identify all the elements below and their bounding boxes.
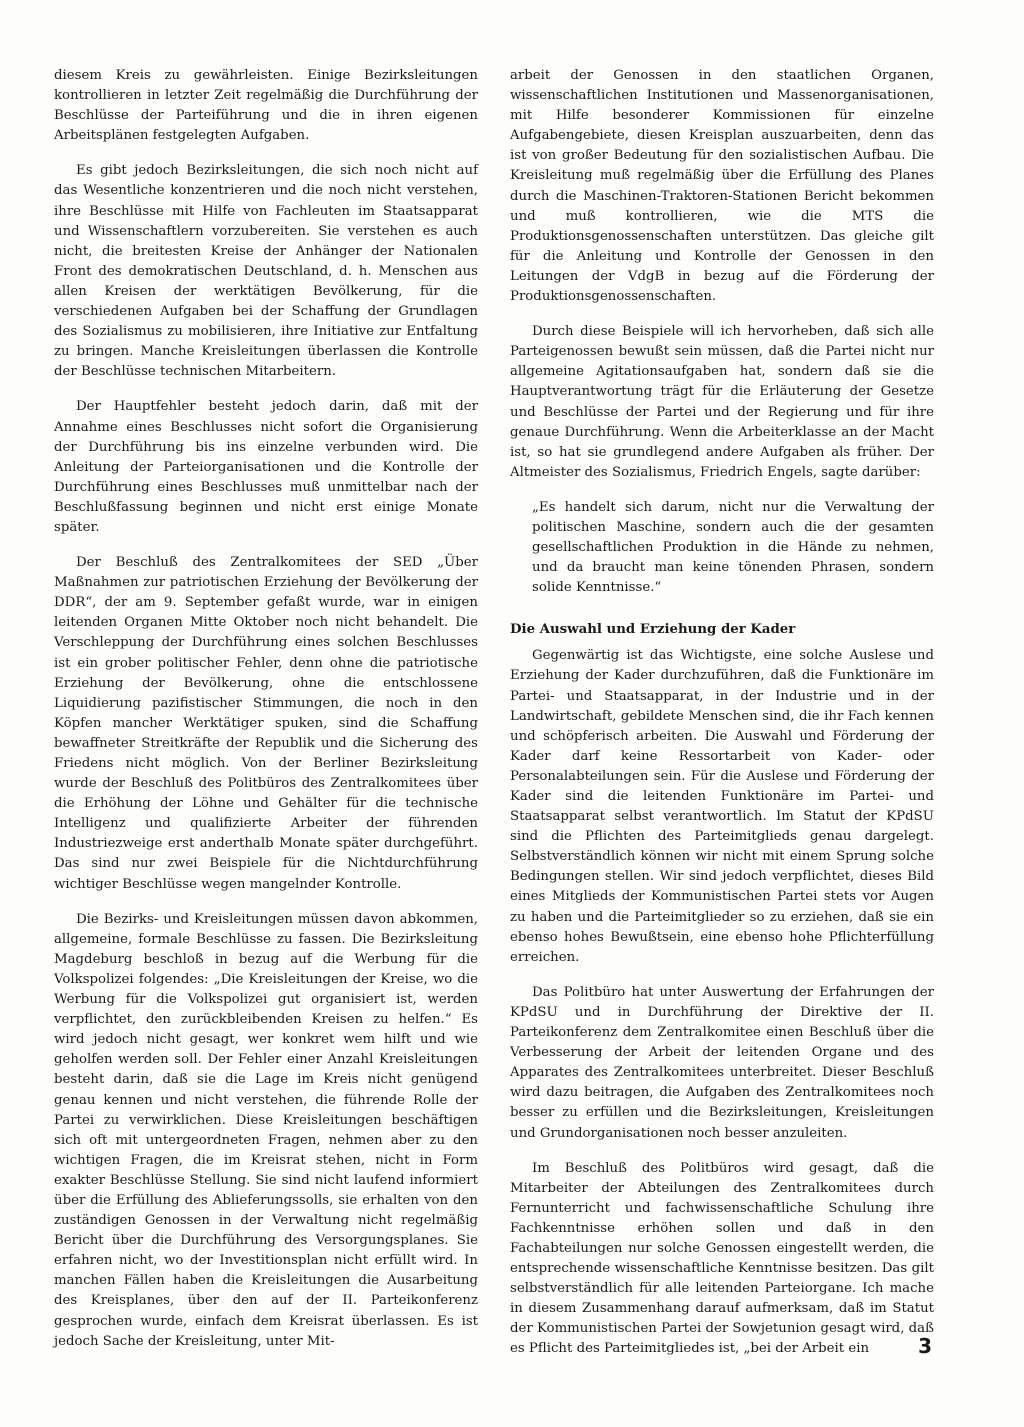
paragraph: Gegenwärtig ist das Wichtigste, eine solche Auslese und Erziehung der Kader durchzuführen, daß die Funktionäre im Partei- und Staatsapparat, in der Industrie und in der Landwirtschaft, gebildete Menschen sind, die ihr Fach kennen und schöpferisch arbeiten. Die Auswahl und Förderung der Kader darf keine Ressortarbeit von Kader- oder Personalabteilungen sein. Für die Auslese und Förderung der Kader sind die leitenden Funktionäre im Partei- und Staatsapparat selbst verantwortlich. Im Statut der KPdSU sind die Pflichten des Parteimitglieds genau dargelegt. Selbstverständlich können wir nicht mit einem Sprung solche Bedingungen stellen. Wir sind jedoch verpflichtet, dieses Bild eines Mitglieds der Kommunistischen Partei stets vor Augen zu haben und die Parteimitglieder so zu erziehen, daß sie ein ebenso hohes Bewußtsein, eine ebenso hohe Pflichterfüllung erreichen.: [510, 648, 934, 965]
paragraph: arbeit der Genossen in den staatlichen Organen, wissenschaftlichen Institutionen und Massenorganisationen, mit Hilfe besonderer Kommissionen für einzelne Aufgabengebiete, diesen Kreisplan auszuarbeiten, denn das ist von großer Bedeutung für den sozialistischen Aufbau. Die Kreisleitung muß regelmäßig über die Erfüllung des Planes durch die Maschinen-Traktoren-Stationen Bericht bekommen und muß kontrollieren, wie die MTS die Produktionsgenossenschaften unterstützen. Das gleiche gilt für die Anleitung und Kontrolle der Genossen in den Leitungen der VdgB in bezug auf die Förderung der Produktionsgenossenschaften.: [510, 68, 934, 305]
paragraph: diesem Kreis zu gewährleisten. Einige Bezirksleitungen kontrollieren in letzter Zeit regelmäßig die Durchführung der Beschlüsse der Parteiführung und die in ihren eigenen Arbeitsplänen festgelegten Aufgaben.: [54, 68, 478, 144]
paragraph: Durch diese Beispiele will ich hervorheben, daß sich alle Parteigenossen bewußt sein müssen, daß die Partei nicht nur allgemeine Agitationsaufgaben hat, sondern daß sie die Hauptverantwortung trägt für die Erläuterung der Gesetze und Beschlüsse der Partei und der Regierung und für ihre genaue Durchführung. Wenn die Arbeiterklasse an der Macht ist, so hat sie grundlegend andere Aufgaben als früher. Der Altmeister des Sozialismus, Friedrich Engels, sagte darüber:: [510, 324, 934, 480]
section-heading: Die Auswahl und Erziehung der Kader: [510, 622, 796, 638]
right-column: [510, 66, 934, 1375]
paragraph: Der Hauptfehler besteht jedoch darin, daß mit der Annahme eines Beschlusses nicht sofort die Organisierung der Durchführung bis ins einzelne verbunden wird. Die Anleitung der Parteiorganisationen und die Kontrolle der Durchführung eines Beschlusses muß unmittelbar nach der Beschlußfassung beginnen und nicht erst einige Monate später.: [54, 399, 478, 535]
paragraph: Der Beschluß des Zentralkomitees der SED „Über Maßnahmen zur patriotischen Erziehung der Bevölkerung der DDR“, der am 9. September gefaßt wurde, war in einigen leitenden Organen Mitte Oktober noch nicht behandelt. Die Verschleppung der Durchführung eines solchen Beschlusses ist ein grober politischer Fehler, denn ohne die patriotische Erziehung der Bevölkerung, ohne die entschlossene Liquidierung pazifistischer Stimmungen, die noch in den Köpfen mancher Werktätiger spuken, sind die Schaffung bewaffneter Streitkräfte der Republik und die Sicherung des Friedens nicht möglich. Von der Berliner Bezirksleitung wurde der Beschluß des Politbüros des Zentralkomitees über die Erhöhung der Löhne und Gehälter für die technische Intelligenz und qualifizierte Arbeiter der führenden Industriezweige erst anderthalb Monate später durchgeführt. Das sind nur zwei Beispiele für die Nichtdurchführung wichtiger Beschlüsse wegen mangelnder Kontrolle.: [54, 555, 478, 892]
page-number: 3: [918, 1334, 932, 1358]
engels-quote: „Es handelt sich darum, nicht nur die Verwaltung der politischen Maschine, sondern auch die der gesamten gesellschaftlichen Produktion in die Hände zu nehmen, und da braucht man keine tönenden Phrasen, sondern solide Kenntnisse.“: [532, 499, 934, 596]
left-column: [54, 66, 478, 1367]
paragraph: Die Bezirks- und Kreisleitungen müssen davon abkommen, allgemeine, formale Beschlüsse zu fassen. Die Bezirksleitung Magdeburg beschloß in bezug auf die Werbung für die Volkspolizei folgendes: „Die Kreisleitungen der Kreise, wo die Werbung für die Volkspolizei gut organisiert ist, werden verpflichtet, den zurückbleibenden Kreisen zu helfen.“ Es wird jedoch nicht gesagt, wer konkret wem hilft und wie geholfen werden soll. Der Fehler einer Anzahl Kreisleitungen besteht darin, daß sie die Lage im Kreis nicht genügend genau kennen und nicht verstehen, die führende Rolle der Partei zu verwirklichen. Diese Kreisleitungen beschäftigen sich oft mit untergeordneten Fragen, nehmen aber zu den wichtigen Fragen, die im Kreisrat stehen, nicht in Form exakter Beschlüsse Stellung. Sie sind nicht laufend informiert über die Erfüllung des Ablieferungssolls, sie erhalten von den zuständigen Genossen in der Verwaltung nicht regelmäßig Bericht über die Durchführung des Versorgungsplanes. Sie erfahren nicht, wo der Investitionsplan nicht erfüllt wird. In manchen Fällen haben die Kreisleitungen die Ausarbeitung des Kreisplanes, über den auf der II. Parteikonferenz gesprochen wurde, einfach dem Kreisrat überlassen. Es ist jedoch Sache der Kreisleitung, unter Mit-: [54, 911, 478, 1349]
paragraph: Im Beschluß des Politbüros wird gesagt, daß die Mitarbeiter der Abteilungen des Zentralkomitees durch Fernunterricht und fachwissenschaftliche Schulung ihre Fachkenntnisse erhöhen sollen und daß in den Fachabteilungen nur solche Genossen eingestellt werden, die entsprechende wissenschaftliche Kenntnisse besitzen. Das gilt selbstverständlich für alle leitenden Parteiorgane. Ich mache in diesem Zusammenhang darauf aufmerksam, daß im Statut der Kommunistischen Partei der Sowjetunion gesagt wird, daß es Pflicht des Parteimitgliedes ist, „bei der Arbeit ein: [510, 1160, 934, 1357]
paragraph: Das Politbüro hat unter Auswertung der Erfahrungen der KPdSU und in Durchführung der Direktive der II. Parteikonferenz dem Zentralkomitee einen Beschluß über die Verbesserung der Arbeit der leitenden Organe und des Apparates des Zentralkomitees unterbreitet. Dieser Beschluß wird dazu beitragen, die Aufgaben des Zentralkomitees noch besser zu erfüllen und die Bezirksleitungen, Kreisleitungen und Grundorganisationen noch besser anzuleiten.: [510, 984, 934, 1141]
paragraph: Es gibt jedoch Bezirksleitungen, die sich noch nicht auf das Wesentliche konzentrieren und die noch nicht verstehen, ihre Beschlüsse mit Hilfe von Fachleuten im Staatsapparat und Wissenschaftlern vorzubereiten. Sie verstehen es auch nicht, die breitesten Kreise der Anhänger der Nationalen Front des demokratischen Deutschland, d. h. Menschen aus allen Kreisen der werktätigen Bevölkerung, für die verschiedenen Aufgaben bei der Schaffung der Grundlagen des Sozialismus zu mobilisieren, ihre Initiative zur Entfaltung zu bringen. Manche Kreisleitungen überlassen die Kontrolle der Beschlüsse technischen Mitarbeitern.: [54, 163, 478, 380]
